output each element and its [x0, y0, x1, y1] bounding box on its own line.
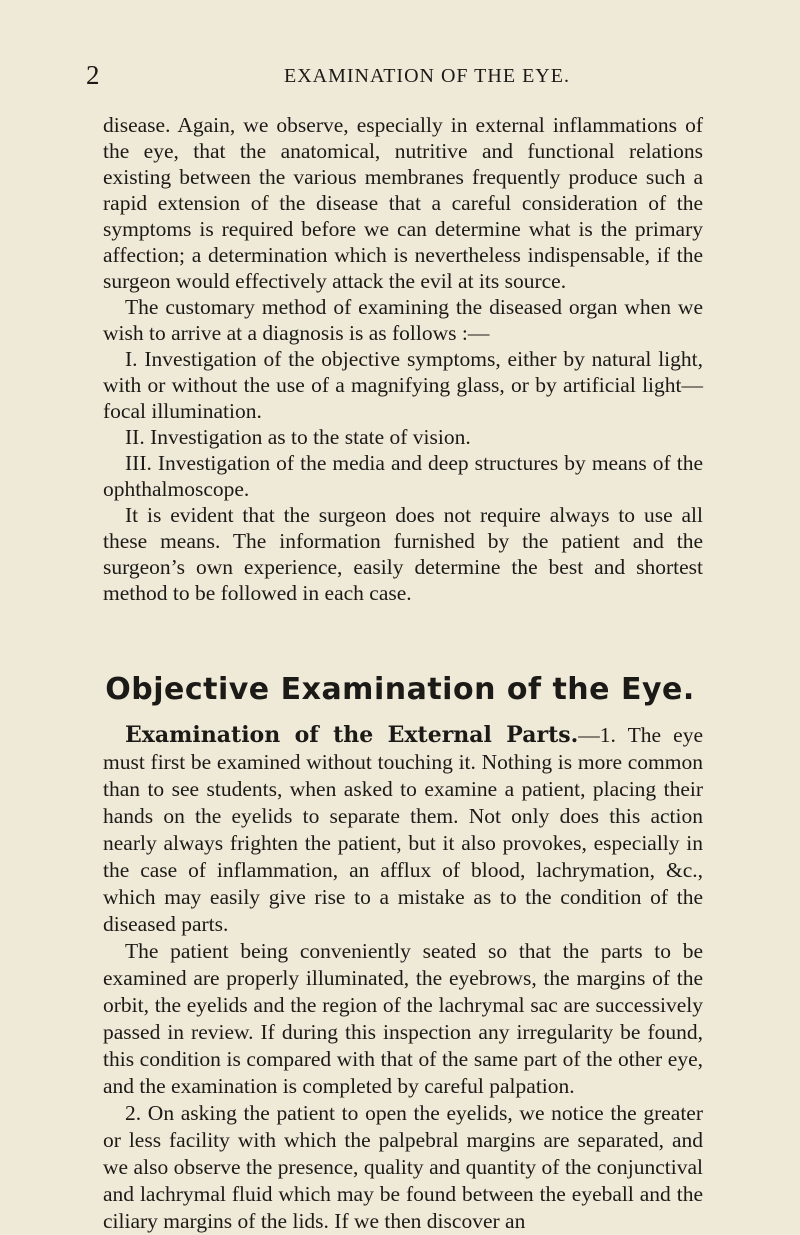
section-paragraph-3: 2. On asking the patient to open the eyelids, we notice the greater or less facility with which the palpebral margins are separated, and we also observe the presence, quality and quantity of the conjunctival and lachrymal fluid which may be found between the eyeball and the ciliary margins of the lids. If we then discover an [103, 1101, 703, 1233]
intro-paragraph-3: It is evident that the surgeon does not require always to use all these means. The information furnished by the patient and the surgeon’s own experience, easily determine the best and shortest method to be followed in each case. [103, 503, 703, 605]
subheading: Examination of the External Parts. [125, 722, 579, 748]
section-paragraph-1-text: —1. The eye must first be examined without touching it. Nothing is more common than to see students, when asked to examine a patient, placing their hands on the eyelids to separate them. Not only does this action nearly always frighten the patient, but it also provokes, especially in the case of inflammation, an afflux of blood, lachrymation, &c., which may easily give rise to a mistake as to the condition of the diseased parts. [103, 723, 703, 936]
intro-text [103, 112, 703, 606]
list-item-3: III. Investigation of the media and deep structures by means of the ophthalmoscope. [103, 451, 703, 501]
section-title: Objective Examination of the Eye. [105, 672, 695, 707]
list-item-1: I. Investigation of the objective symptoms, either by natural light, with or without the use of a magnifying glass, or by artificial light—focal illumination. [103, 347, 703, 423]
list-item-2: II. Investigation as to the state of vision. [125, 425, 471, 449]
running-head [0, 60, 800, 90]
section-text [103, 722, 703, 1235]
page-number: 2 [86, 60, 100, 90]
section-paragraph-2: The patient being conveniently seated so that the parts to be examined are properly illuminated, the eyebrows, the margins of the orbit, the eyelids and the region of the lachrymal sac are successively passed in review. If during this inspection any irregularity be found, this condition is compared with that of the same part of the other eye, and the examination is completed by careful palpation. [103, 939, 703, 1098]
running-head-title: EXAMINATION OF THE EYE. [284, 65, 570, 87]
intro-paragraph-2: The customary method of examining the diseased organ when we wish to arrive at a diagnosis is as follows :— [103, 295, 703, 345]
section-paragraph-1 [103, 722, 703, 938]
intro-paragraph-1: disease. Again, we observe, especially in external inflammations of the eye, that the anatomical, nutritive and functional relations existing between the various membranes frequently produce such a rapid extension of the disease that a careful consideration of the symptoms is required before we can determine what is the primary affection; a determination which is nevertheless indispensable, if the surgeon would effectively attack the evil at its source. [103, 113, 703, 293]
